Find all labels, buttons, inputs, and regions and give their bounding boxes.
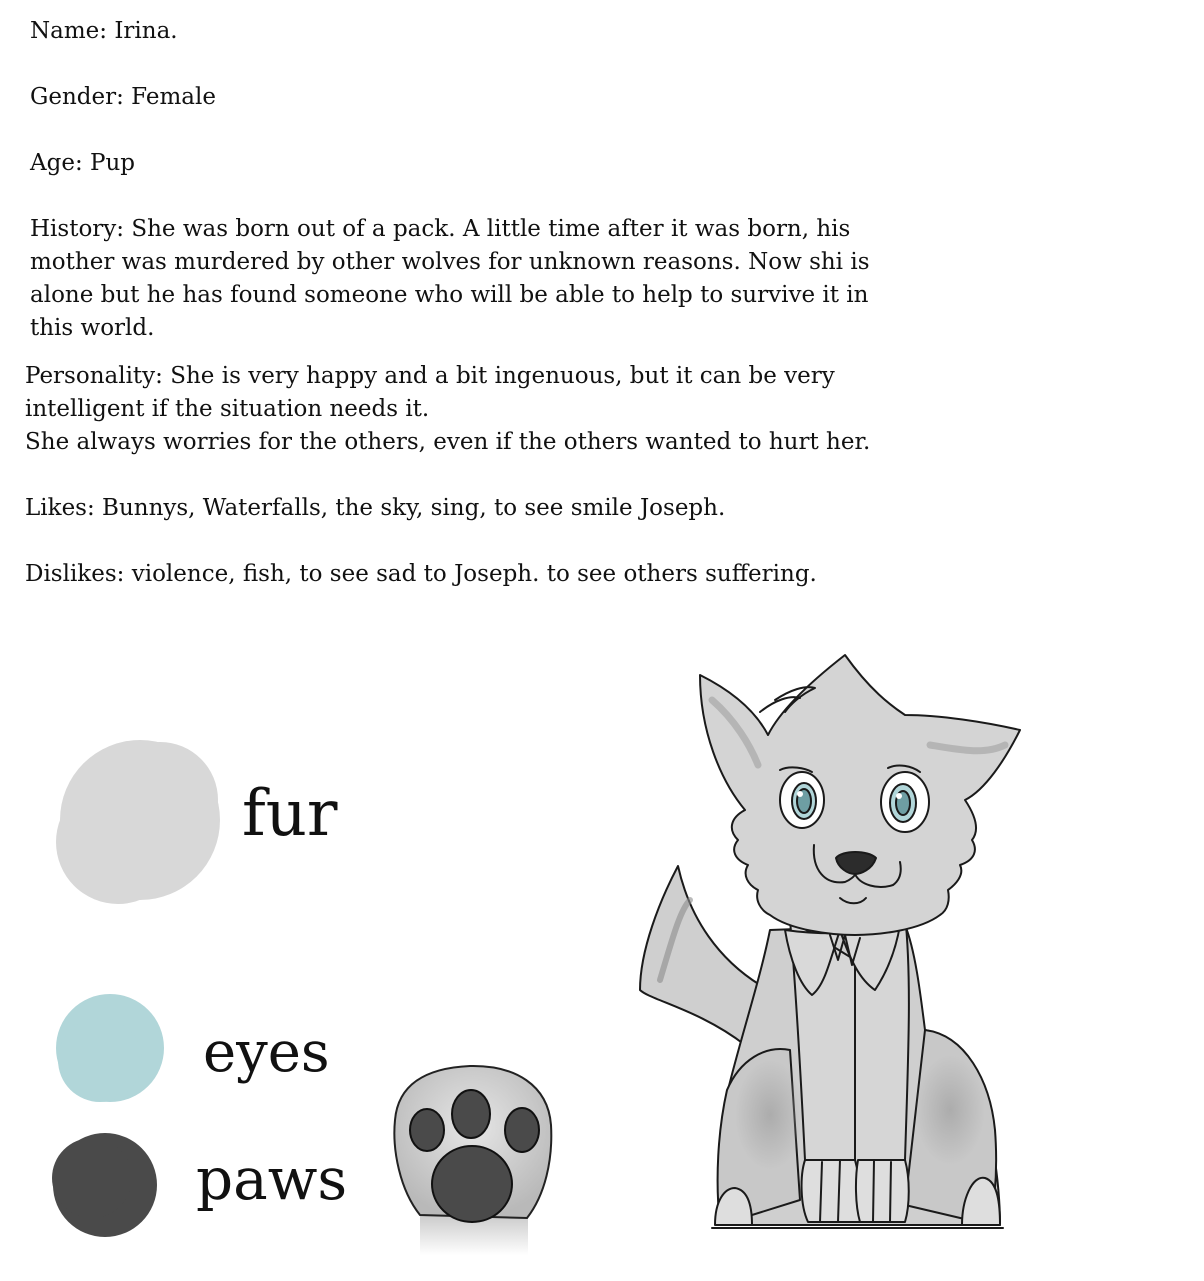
likes-line: Likes: Bunnys, Waterfalls, the sky, sing, to see smile Joseph. [25, 495, 726, 521]
fur-swatch [56, 740, 220, 904]
personality-line-1: Personality: She is very happy and a bit ingenuous, but it can be very [25, 363, 835, 389]
wolf-pup-illustration [640, 655, 1020, 1228]
paw-print-illustration [394, 1066, 551, 1255]
name-line: Name: Irina. [30, 18, 178, 44]
gender-line: Gender: Female [30, 84, 216, 110]
history-line-2: mother was murdered by other wolves for unknown reasons. Now shi is [30, 249, 870, 275]
history-line-3: alone but he has found someone who will be able to help to survive it in [30, 282, 869, 308]
paws-swatch [52, 1133, 157, 1237]
fur-label: fur [242, 777, 338, 851]
history-line-4: this world. [30, 315, 155, 341]
personality-line-3: She always worries for the others, even if the others wanted to hurt her. [25, 429, 871, 455]
personality-line-2: intelligent if the situation needs it. [25, 396, 430, 422]
paws-label: paws [196, 1145, 348, 1213]
eyes-swatch [56, 994, 164, 1102]
eyes-label: eyes [203, 1020, 330, 1085]
history-line-1: History: She was born out of a pack. A little time after it was born, his [30, 216, 851, 242]
age-line: Age: Pup [30, 150, 136, 176]
dislikes-line: Dislikes: violence, fish, to see sad to Joseph. to see others suffering. [25, 561, 817, 587]
